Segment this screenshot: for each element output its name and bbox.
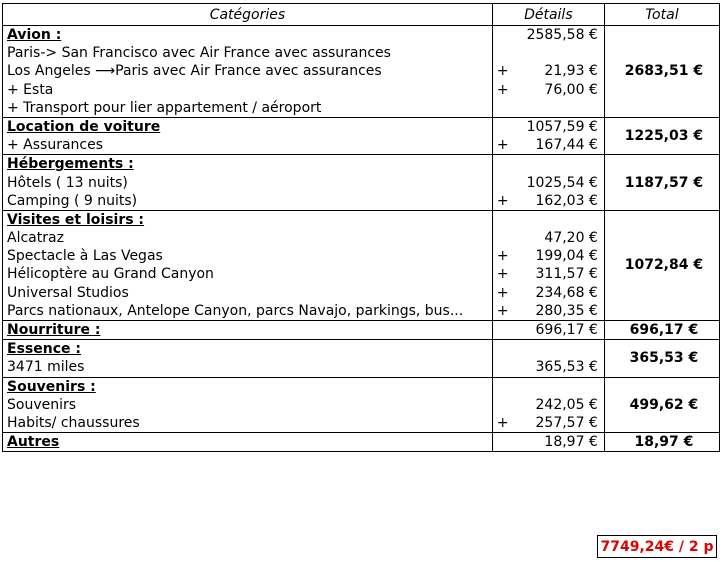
section-line: + Assurances	[7, 137, 104, 154]
section-categories-cell	[3, 26, 493, 118]
detail-amount: 167,44 €	[535, 137, 598, 154]
plus-sign	[497, 44, 511, 62]
section-line: Parcs nationaux, Antelope Canyon, parcs Navajo, parkings, bus...	[7, 302, 464, 319]
section-line: Souvenirs	[7, 396, 77, 413]
detail-line	[497, 155, 600, 173]
grand-total: 7749,24€ / 2 p	[597, 535, 717, 558]
section-line: + Esta	[7, 81, 54, 98]
detail-amount: 234,68 €	[535, 284, 598, 301]
plus-sign: +	[496, 266, 509, 283]
section-details-cell	[492, 321, 604, 340]
section-total: 499,62 €	[604, 377, 719, 433]
detail-amount: 1025,54 €	[526, 174, 598, 191]
plus-sign: +	[496, 192, 509, 209]
section-title: Avion :	[7, 27, 62, 43]
section-row	[3, 433, 720, 452]
section-details-cell	[492, 377, 604, 433]
detail-amount: 280,35 €	[535, 302, 598, 319]
section-line: 3471 miles	[7, 359, 85, 376]
plus-sign	[497, 396, 511, 414]
section-line: Hôtels ( 13 nuits)	[7, 174, 128, 191]
detail-line	[497, 284, 600, 302]
detail-line	[497, 62, 600, 80]
section-title: Hébergements :	[7, 156, 134, 173]
section-line: Spectacle à Las Vegas	[7, 248, 163, 265]
detail-amount	[511, 211, 600, 229]
plus-sign	[497, 378, 511, 396]
detail-line	[497, 136, 600, 154]
detail-amount: 162,03 €	[535, 192, 598, 209]
section-line: Los Angeles ⟶Paris avec Air France avec assurances	[7, 63, 382, 80]
detail-line	[497, 192, 600, 210]
detail-line	[497, 174, 600, 192]
section-categories-cell	[3, 210, 493, 320]
detail-line	[497, 302, 600, 320]
detail-amount: 242,05 €	[535, 396, 598, 413]
section-row	[3, 26, 720, 118]
detail-line	[497, 265, 600, 283]
section-categories-cell	[3, 377, 493, 433]
detail-line	[497, 321, 600, 339]
section-total: 1225,03 €	[604, 117, 719, 154]
detail-line	[497, 414, 600, 432]
detail-line	[497, 26, 600, 44]
section-total: 2683,51 €	[604, 26, 719, 118]
plus-sign	[497, 26, 511, 44]
detail-line	[497, 378, 600, 396]
section-line: Paris-> San Francisco avec Air France avec assurances	[7, 45, 391, 62]
detail-line	[497, 247, 600, 265]
detail-amount: 365,53 €	[535, 359, 598, 376]
section-title: Essence :	[7, 341, 81, 358]
detail-amount	[511, 340, 600, 358]
plus-sign	[497, 211, 511, 229]
detail-amount	[511, 155, 600, 173]
section-row	[3, 210, 720, 320]
section-categories-cell	[3, 433, 493, 452]
section-details-cell	[492, 26, 604, 118]
detail-amount: 47,20 €	[544, 230, 598, 247]
plus-sign: +	[496, 137, 509, 154]
plus-sign: +	[496, 81, 509, 98]
section-row	[3, 321, 720, 340]
section-total: 1072,84 €	[604, 210, 719, 320]
section-row	[3, 117, 720, 154]
detail-line	[497, 358, 600, 376]
section-title: Visites et loisirs :	[7, 211, 145, 228]
section-row	[3, 155, 720, 211]
section-title: Location de voiture	[7, 118, 161, 135]
section-line: Camping ( 9 nuits)	[7, 192, 138, 209]
section-total: 18,97 €	[604, 433, 719, 452]
plus-sign	[497, 118, 511, 136]
header-details: Détails	[492, 4, 604, 26]
section-total: 1187,57 €	[604, 155, 719, 211]
section-total: 365,53 €	[604, 340, 719, 377]
detail-line	[497, 44, 600, 62]
detail-amount: 2585,58 €	[526, 27, 598, 43]
detail-line	[497, 229, 600, 247]
plus-sign: +	[496, 414, 509, 431]
detail-amount: 199,04 €	[535, 248, 598, 265]
detail-amount	[511, 44, 600, 62]
plus-sign	[497, 358, 511, 376]
section-line: Universal Studios	[7, 284, 129, 301]
section-title: Nourriture :	[7, 322, 101, 338]
detail-line	[497, 211, 600, 229]
plus-sign	[497, 340, 511, 358]
plus-sign	[497, 229, 511, 247]
plus-sign: +	[496, 63, 509, 80]
detail-amount: 18,97 €	[544, 434, 598, 451]
plus-sign: +	[496, 284, 509, 301]
plus-sign	[497, 174, 511, 192]
detail-amount: 257,57 €	[535, 414, 598, 431]
section-details-cell	[492, 433, 604, 452]
detail-amount: 21,93 €	[544, 63, 598, 80]
section-row	[3, 377, 720, 433]
header-total: Total	[604, 4, 719, 26]
section-details-cell	[492, 210, 604, 320]
section-title: Souvenirs :	[7, 378, 96, 395]
section-line: Hélicoptère au Grand Canyon	[7, 266, 214, 283]
budget-table	[2, 3, 720, 452]
detail-line	[497, 118, 600, 136]
section-categories-cell	[3, 321, 493, 340]
plus-sign: +	[496, 302, 509, 319]
detail-amount: 1057,59 €	[526, 118, 598, 135]
plus-sign	[497, 155, 511, 173]
plus-sign	[497, 321, 511, 339]
section-row	[3, 340, 720, 377]
detail-amount: 76,00 €	[544, 81, 598, 98]
detail-line	[497, 396, 600, 414]
section-details-cell	[492, 117, 604, 154]
section-title: Autres	[7, 434, 60, 451]
section-categories-cell	[3, 117, 493, 154]
detail-line	[497, 340, 600, 358]
detail-line	[497, 433, 600, 451]
header-categories: Catégories	[3, 4, 493, 26]
section-categories-cell	[3, 155, 493, 211]
detail-amount: 696,17 €	[535, 322, 598, 338]
plus-sign	[497, 433, 511, 451]
plus-sign: +	[496, 248, 509, 265]
header-row	[3, 4, 720, 26]
detail-amount	[511, 378, 600, 396]
section-categories-cell	[3, 340, 493, 377]
section-line: Alcatraz	[7, 230, 64, 247]
section-total: 696,17 €	[604, 321, 719, 340]
section-line: + Transport pour lier appartement / aéroport	[7, 99, 322, 116]
detail-amount: 311,57 €	[535, 266, 598, 283]
section-line: Habits/ chaussures	[7, 414, 140, 431]
section-details-cell	[492, 155, 604, 211]
section-details-cell	[492, 340, 604, 377]
detail-line	[497, 81, 600, 99]
